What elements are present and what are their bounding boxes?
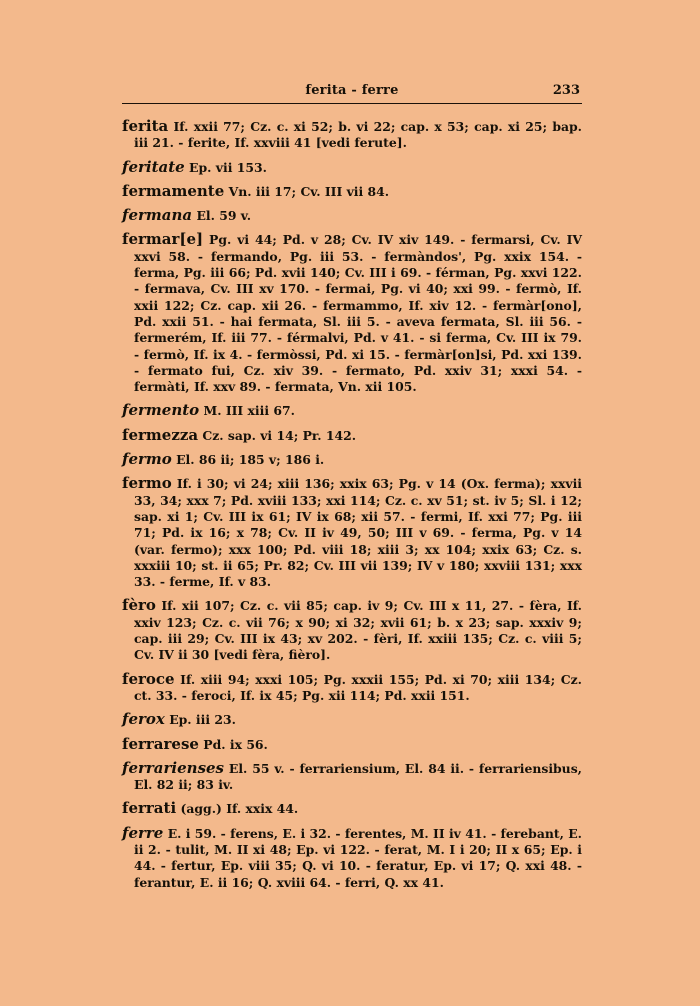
- entry-references: If. xxii 77; Cz. c. xi 52; b. vi 22; cap. x 53; cap. xi 25; bap. iii 21. - ferite, If. xxviii 41 [vedi ferute].: [134, 119, 582, 151]
- entry-headword: ferrarienses: [122, 758, 225, 777]
- header-rule: [122, 103, 582, 104]
- entry-references: If. xiii 94; xxxi 105; Pg. xxxii 155; Pd. xi 70; xiii 134; Cz. ct. 33. - feroci, If. ix 45; Pg. xii 114; Pd. xxii 151.: [134, 671, 582, 703]
- dictionary-entry: [122, 159, 582, 176]
- dictionary-entry: [122, 475, 582, 590]
- entry-headword: feroce: [122, 669, 175, 688]
- entry-references: Ep. iii 23.: [169, 712, 236, 728]
- entry-references: (agg.) If. xxix 44.: [180, 801, 299, 817]
- entry-references: El. 55 v. - ferrariensium, El. 84 ii. - ferrariensibus, El. 82 ii; 83 iv.: [134, 760, 582, 793]
- entry-references: Pg. vi 44; Pd. v 28; Cv. IV xiv 149. - fermarsi, Cv. IV xxvi 58. - fermando, Pg. iii 53. - fermàndos', Pg. xxix 154. - ferma, Pg. iii 66; Pd. xvii 140; Cv. III i 69. - férman, Pg. xxvi 122. - fermava, Cv. III xv 170. - fermai, Pg. vi 40; xxi 99. - fermò, If. xxii 122; Cz. cap. xii 26. - fermammo, If. xiv 12. - fermàr[ono], Pd. xxii 51. - hai fermata, Sl. iii 5. - aveva fermata, Sl. iii 56. - fermerém, If. iii 77. - férmalvi, Pd. v 41. - si ferma, Cv. III ix 79. - fermò, If. ix 4. - fermòssi, Pd. xi 15. - fermàr[on]si, Pd. xxi 139. - fermato fui, Cz. xiv 39. - fermato, Pd. xxiv 31; xxxi 54. - fermàti, If. xxv 89. - fermata, Vn. xii 105.: [134, 232, 582, 395]
- entry-headword: fèro: [122, 596, 156, 615]
- entry-references: El. 59 v.: [196, 208, 252, 224]
- dictionary-entry: [122, 760, 582, 794]
- page-header: [122, 80, 582, 102]
- entry-references: M. III xiii 67.: [203, 403, 295, 419]
- dictionary-entry: [122, 711, 582, 728]
- entry-headword: fermana: [122, 206, 193, 225]
- dictionary-entry: [122, 183, 582, 200]
- entry-headword: fermezza: [122, 425, 199, 444]
- entry-headword: ferrati: [122, 799, 177, 818]
- page-number: 233: [552, 83, 580, 98]
- running-head: ferita - ferre: [305, 83, 399, 98]
- entry-references: El. 86 ii; 185 v; 186 i.: [176, 452, 325, 468]
- entry-headword: feritate: [122, 157, 185, 176]
- dictionary-entry: [122, 451, 582, 468]
- entry-references: E. i 59. - ferens, E. i 32. - ferentes, M. II iv 41. - ferebant, E. ii 2. - tulit, M. II xi 48; Ep. vi 122. - ferat, M. I i 20; II x 65; Ep. i 44. - fertur, Ep. viii 35; Q. vi 10. - feratur, Ep. vi 17; Q. xxi 48. - ferantur, E. ii 16; Q. xviii 64. - ferri, Q. xx 41.: [134, 825, 582, 890]
- entry-headword: ferre: [122, 823, 164, 842]
- entry-references: Ep. vii 153.: [189, 159, 267, 175]
- entries-list: [122, 118, 582, 898]
- entry-headword: ferita: [122, 117, 169, 135]
- entry-headword: fermento: [122, 401, 200, 420]
- entry-headword: fermo: [122, 450, 172, 469]
- dictionary-entry: [122, 800, 582, 817]
- dictionary-entry: [122, 231, 582, 395]
- dictionary-entry: [122, 427, 582, 444]
- entry-headword: fermamente: [122, 181, 225, 200]
- dictionary-entry: [122, 597, 582, 663]
- entry-headword: ferrarese: [122, 734, 199, 753]
- entry-references: Pd. ix 56.: [203, 736, 268, 752]
- dictionary-entry: [122, 118, 582, 152]
- entry-references: If. xii 107; Cz. c. vii 85; cap. iv 9; Cv. III x 11, 27. - fèra, If. xxiv 123; Cz. c. vii 76; x 90; xi 32; xvii 61; b. x 23; sap. xxxiv 9; cap. iii 29; Cv. III ix 43; xv 202. - fèri, If. xxiii 135; Cz. c. viii 5; Cv. IV ii 30 [vedi fèra, fièro].: [134, 598, 582, 663]
- entry-references: Vn. iii 17; Cv. III vii 84.: [228, 183, 390, 199]
- dictionary-entry: [122, 402, 582, 419]
- entry-references: Cz. sap. vi 14; Pr. 142.: [202, 427, 357, 443]
- dictionary-entry: [122, 671, 582, 705]
- entry-headword: fermar[e]: [122, 230, 204, 249]
- dictionary-entry: [122, 736, 582, 753]
- dictionary-entry: [122, 825, 582, 891]
- entry-references: If. i 30; vi 24; xiii 136; xxix 63; Pg. v 14 (Ox. ferma); xxvii 33, 34; xxx 7; Pd. xviii 133; xxi 114; Cz. c. xv 51; st. iv 5; Sl. i 12; sap. xi 1; Cv. III ix 61; IV ix 68; xii 57. - fermi, If. xxi 77; Pg. iii 71; Pd. ix 16; x 78; Cv. II iv 49, 50; III v 69. - ferma, Pg. v 14 (var. fermo); xxx 100; Pd. viii 18; xiii 3; xx 104; xxix 63; Cz. s. xxxiii 10; st. ii 65; Pr. 82; Cv. III vii 139; IV v 180; xxviii 131; xxx 33. - ferme, If. v 83.: [134, 476, 582, 590]
- dictionary-entry: [122, 207, 582, 224]
- entry-headword: fermo: [122, 474, 172, 493]
- entry-headword: ferox: [122, 710, 165, 729]
